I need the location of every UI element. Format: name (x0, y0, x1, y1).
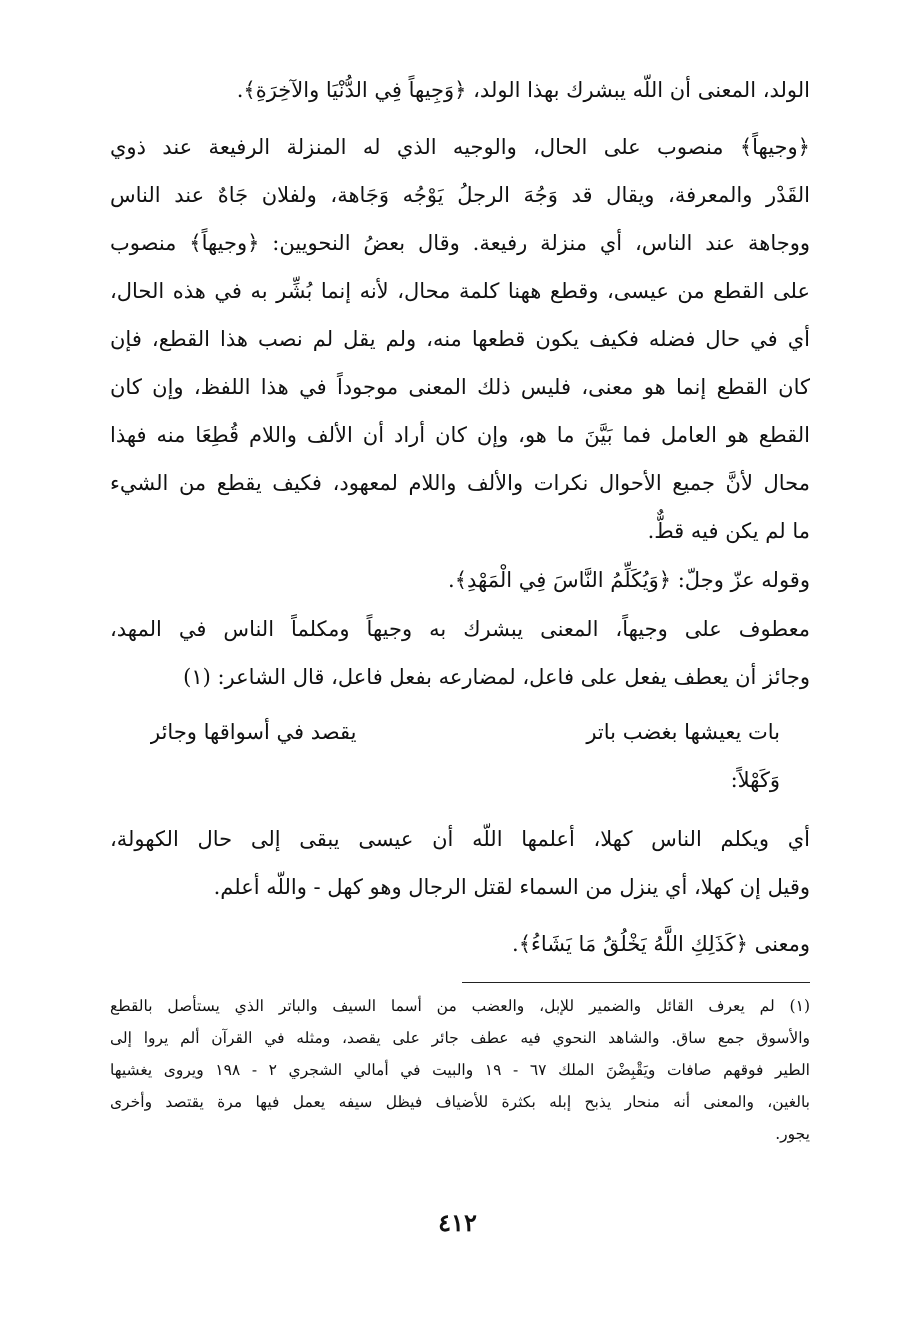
page-number: ٤١٢ (438, 1208, 477, 1237)
paragraph-maatuf (110, 605, 810, 701)
paragraph-quran-quote (110, 556, 810, 604)
paragraph-continuation (110, 66, 810, 114)
footnote-line: والأسوق جمع ساق. والشاهد النحوي فيه عطف جائر على يقصد، ومثله في القرآن ألم يروا إلى (110, 1029, 810, 1047)
text-line: محال لأنَّ جميع الأحوال نكرات والألف واللام لمعهود، فكيف يقطع من الشيء (110, 471, 810, 495)
verse-row (150, 708, 780, 756)
poetry-verse (150, 708, 780, 804)
footnote-line: يجور. (775, 1125, 810, 1143)
text-line: القطع هو العامل فما بَيَّنَ ما هو، وإن كان أراد أن الألف واللام قُطِعَا منه فهذا (110, 423, 810, 447)
text-line: أي ويكلم الناس كهلا، أعلمها اللّه أن عيسى يبقى إلى حال الكهولة، (110, 827, 810, 851)
footnote-line: بالغين، والمعنى أنه منحار يذبح إبله بكثرة للأضياف فيظل سيفه يعمل فيها مرة يقتصد وأخرى (110, 1093, 810, 1111)
text-line: وقيل إن كهلا، أي ينزل من السماء لقتل الرجال وهو كهل - واللّه أعلم. (213, 875, 810, 899)
footnote-line: (١) لم يعرف القائل والضمير للإبل، والعضب من أسما السيف والباتر الذي يستأصل بالقطع (110, 997, 810, 1015)
footnote-line: الطير فوقهم صافات ويَقْبِضْنَ الملك ٦٧ - ١٩ والبيت في أمالي الشجري ٢ - ١٩٨ ويروى يغشيها (110, 1061, 810, 1079)
text-line: ما لم يكن فيه قطٌّ. (647, 519, 810, 543)
text-line: القَدْر والمعرفة، ويقال قد وَجُهَ الرجلُ يَوْجُه وَجَاهة، ولفلان جَاهٌ عند الناس (110, 183, 810, 207)
hemistich-first: بات يعيشها بغضب باتر (586, 720, 780, 744)
text-line: ووجاهة عند الناس، أي منزلة رفيعة. وقال بعضُ النحويين: ﴿وجيهاً﴾ منصوب (110, 231, 810, 255)
paragraph-kahlan (110, 815, 810, 911)
footnote-separator (462, 982, 810, 983)
text-line: كان القطع إنما هو معنى، فليس ذلك المعنى موجوداً في هذا اللفظ، وإن كان (110, 375, 810, 399)
paragraph-closing-quote (110, 920, 810, 968)
text-line: على القطع من عيسى، وقطع ههنا كلمة محال، لأنه إنما بُشِّر به في هذه الحال، (110, 279, 810, 303)
text-line: ومعنى ﴿كَذَلِكِ اللَّهُ يَخْلُقُ مَا يَشَاءُ﴾. (512, 932, 810, 956)
text-line: وقوله عزّ وجلّ: ﴿وَيُكَلِّمُ النَّاسَ فِي الْمَهْدِ﴾. (448, 568, 810, 592)
paragraph-wajihan (110, 123, 810, 555)
text-line: وجائز أن يعطف يفعل على فاعل، لمضارعه بفعل فاعل، قال الشاعر: (١) (183, 665, 810, 689)
text-line: أي في حال فضله فكيف يكون قطعها منه، ولم يقل لم نصب هذا القطع، فإن (110, 327, 810, 351)
hemistich-second: يقصد في أسواقها وجائر (150, 720, 357, 744)
text-line: ﴿وجيهاً﴾ منصوب على الحال، والوجيه الذي له المنزلة الرفيعة عند ذوي (110, 135, 810, 159)
verse-follow-word: وَكَهْلاً: (730, 768, 780, 792)
text-line: الولد، المعنى أن اللّه يبشرك بهذا الولد، ﴿وَجِيهاً فِي الدُّنْيَا والآخِرَةِ﴾. (236, 78, 810, 102)
text-line: معطوف على وجيهاً، المعنى يبشرك به وجيهاً ومكلماً الناس في المهد، (110, 617, 810, 641)
footnote (110, 990, 810, 1150)
